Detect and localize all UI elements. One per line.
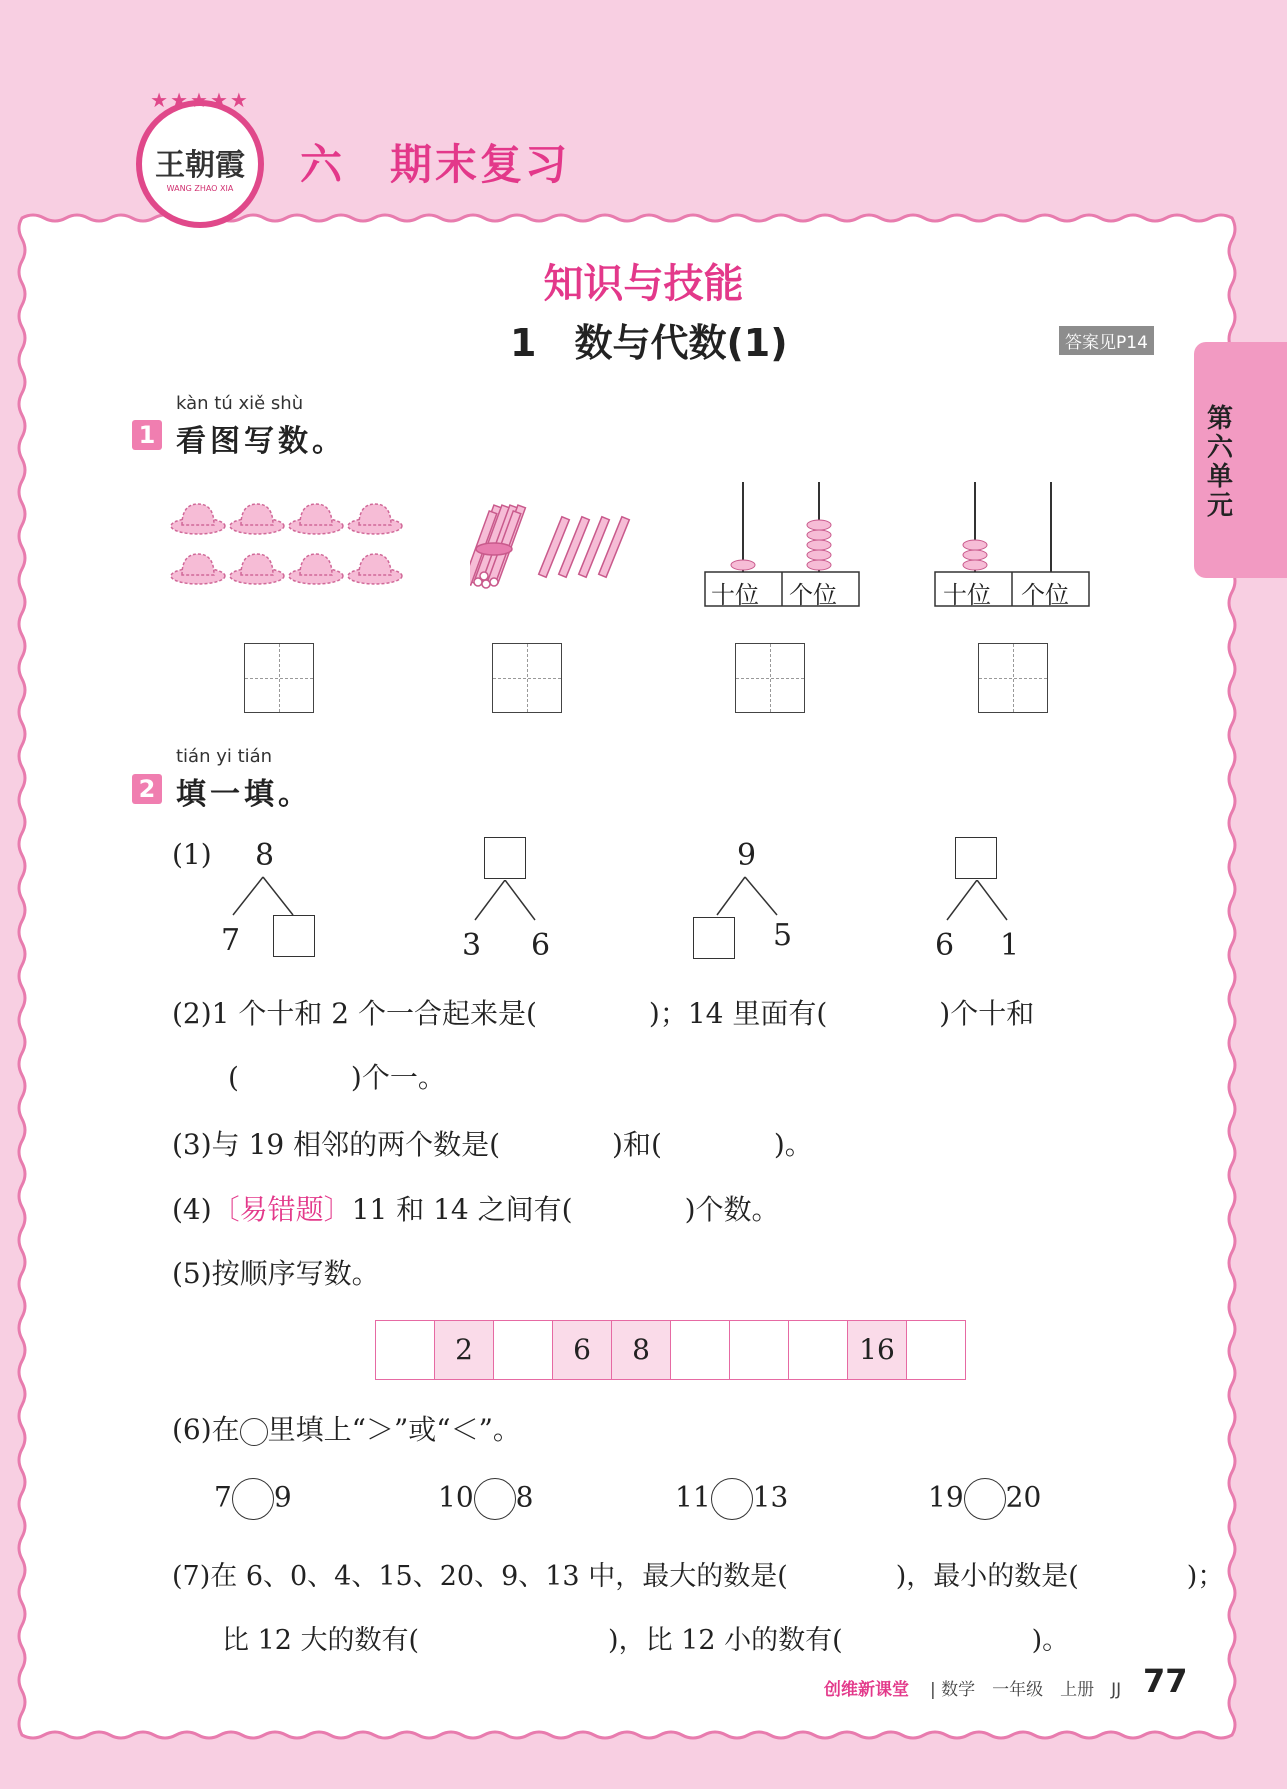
q2-part5: (5)按顺序写数。 [172,1257,380,1290]
logo-subtext: WANG ZHAO XIA [166,184,234,193]
q2-pinyin: tián yi tián [176,746,273,767]
abacus-1-ones-label: 个位 [789,581,837,609]
sequence-cell: 8 [612,1321,671,1379]
logo-stars-icon: ★★★★★ [150,88,250,112]
single-sticks-icon [539,517,630,577]
tree4-left: 6 [935,928,955,963]
answer-reference-badge: 答案见P14 [1059,326,1154,355]
sequence-cell[interactable] [730,1321,789,1379]
hat-icon [289,504,343,534]
q2-part7-line1: (7)在 6、0、4、15、20、9、13 中，最大的数是( )，最小的数是( )； [172,1561,1225,1592]
q2-part6 [172,1408,521,1448]
hat-icon [289,554,343,584]
compare-2-circle[interactable] [474,1478,516,1520]
section-subtitle: 1 数与代数(1) [510,321,788,365]
q2-title: 填一填。 [176,777,312,812]
compare-4-circle[interactable] [964,1478,1006,1520]
compare-4-left: 19 [928,1480,964,1514]
hat-icon [230,504,284,534]
q2-part4-text: 11 和 14 之间有( )个数。 [351,1193,780,1226]
q2-part3: (3)与 19 相邻的两个数是( )和( )。 [172,1128,813,1161]
sequence-strip [375,1320,966,1380]
sequence-cell[interactable] [789,1321,848,1379]
hat-icon [230,554,284,584]
sequence-cell: 6 [553,1321,612,1379]
hats-picture [168,496,408,596]
q1-answer-box-1[interactable] [244,643,314,713]
sticks-picture [470,504,640,594]
circle-icon [240,1418,268,1446]
sequence-cell[interactable] [494,1321,553,1379]
tree1-top: 8 [255,838,275,873]
sequence-cell: 2 [435,1321,494,1379]
q2-number-badge: 2 [132,774,162,804]
tree4-top-box[interactable] [955,837,997,879]
compare-2-right: 8 [515,1480,534,1514]
compare-3-left: 11 [675,1480,711,1514]
abacus-2-ones-label: 个位 [1021,581,1069,609]
q1-answer-box-3[interactable] [735,643,805,713]
compare-1-circle[interactable] [232,1478,274,1520]
unit-title: 六 期末复习 [300,140,571,189]
footer-info: | 数学 一年级 上册 JJ [930,1680,1122,1700]
error-prone-tag: 〔易错题〕 [211,1193,352,1226]
compare-2-left: 10 [438,1480,474,1514]
q2-part1-label: (1) [172,838,212,871]
compare-4 [928,1478,1041,1520]
compare-2 [438,1478,533,1520]
side-tab-label: 第六单元 [1206,404,1233,521]
tree3-right: 5 [773,918,793,953]
page-number: 77 [1143,1662,1188,1700]
sequence-cell: 16 [848,1321,907,1379]
compare-4-right: 20 [1005,1480,1042,1514]
tree4-right: 1 [1000,928,1020,963]
compare-1-left: 7 [214,1480,232,1514]
section-title: 知识与技能 [543,261,744,307]
q2-part4-label: (4) [172,1193,212,1226]
sequence-cell[interactable] [671,1321,730,1379]
tree3-left-box[interactable] [693,917,735,959]
compare-1-right: 9 [273,1480,292,1514]
tree2-top-box[interactable] [484,837,526,879]
q1-number-badge: 1 [132,420,162,450]
sequence-cell[interactable] [907,1321,965,1379]
hat-icon [171,554,225,584]
compare-3-right: 13 [752,1480,789,1514]
sequence-cell[interactable] [376,1321,435,1379]
compare-1 [214,1478,292,1520]
q1-answer-box-4[interactable] [978,643,1048,713]
q2-part7-line2: 比 12 大的数有( )，比 12 小的数有( )。 [222,1625,1070,1656]
footer-brand: 创维新课堂 [824,1680,909,1700]
hat-icon [348,504,402,534]
q2-part4 [172,1188,780,1228]
q1-answer-box-2[interactable] [492,643,562,713]
tree2-right: 6 [531,928,551,963]
tree1-left: 7 [221,923,241,958]
q2-part6-prefix: (6)在 [172,1413,240,1446]
q1-pinyin: kàn tú xiě shù [176,393,304,414]
hat-icon [171,504,225,534]
abacus-2-tens-label: 十位 [943,581,991,609]
q2-part6-suffix: 里填上“＞”或“＜”。 [267,1413,521,1446]
tree2-left: 3 [462,928,482,963]
abacus-1-tens-label: 十位 [711,581,759,609]
q1-title: 看图写数。 [176,424,346,459]
tree1-right-box[interactable] [273,915,315,957]
logo-text: 王朝霞 [155,148,245,183]
logo-badge [136,100,264,228]
q2-part2-line2: ( )个一。 [228,1061,446,1094]
tree3-top: 9 [737,838,757,873]
stick-bundle-icon [470,505,525,588]
hat-icon [348,554,402,584]
q2-part2-line1-text: (2)1 个十和 2 个一合起来是( )；14 里面有( )个十和 [172,992,1034,1032]
compare-3-circle[interactable] [711,1478,753,1520]
compare-3 [675,1478,788,1520]
